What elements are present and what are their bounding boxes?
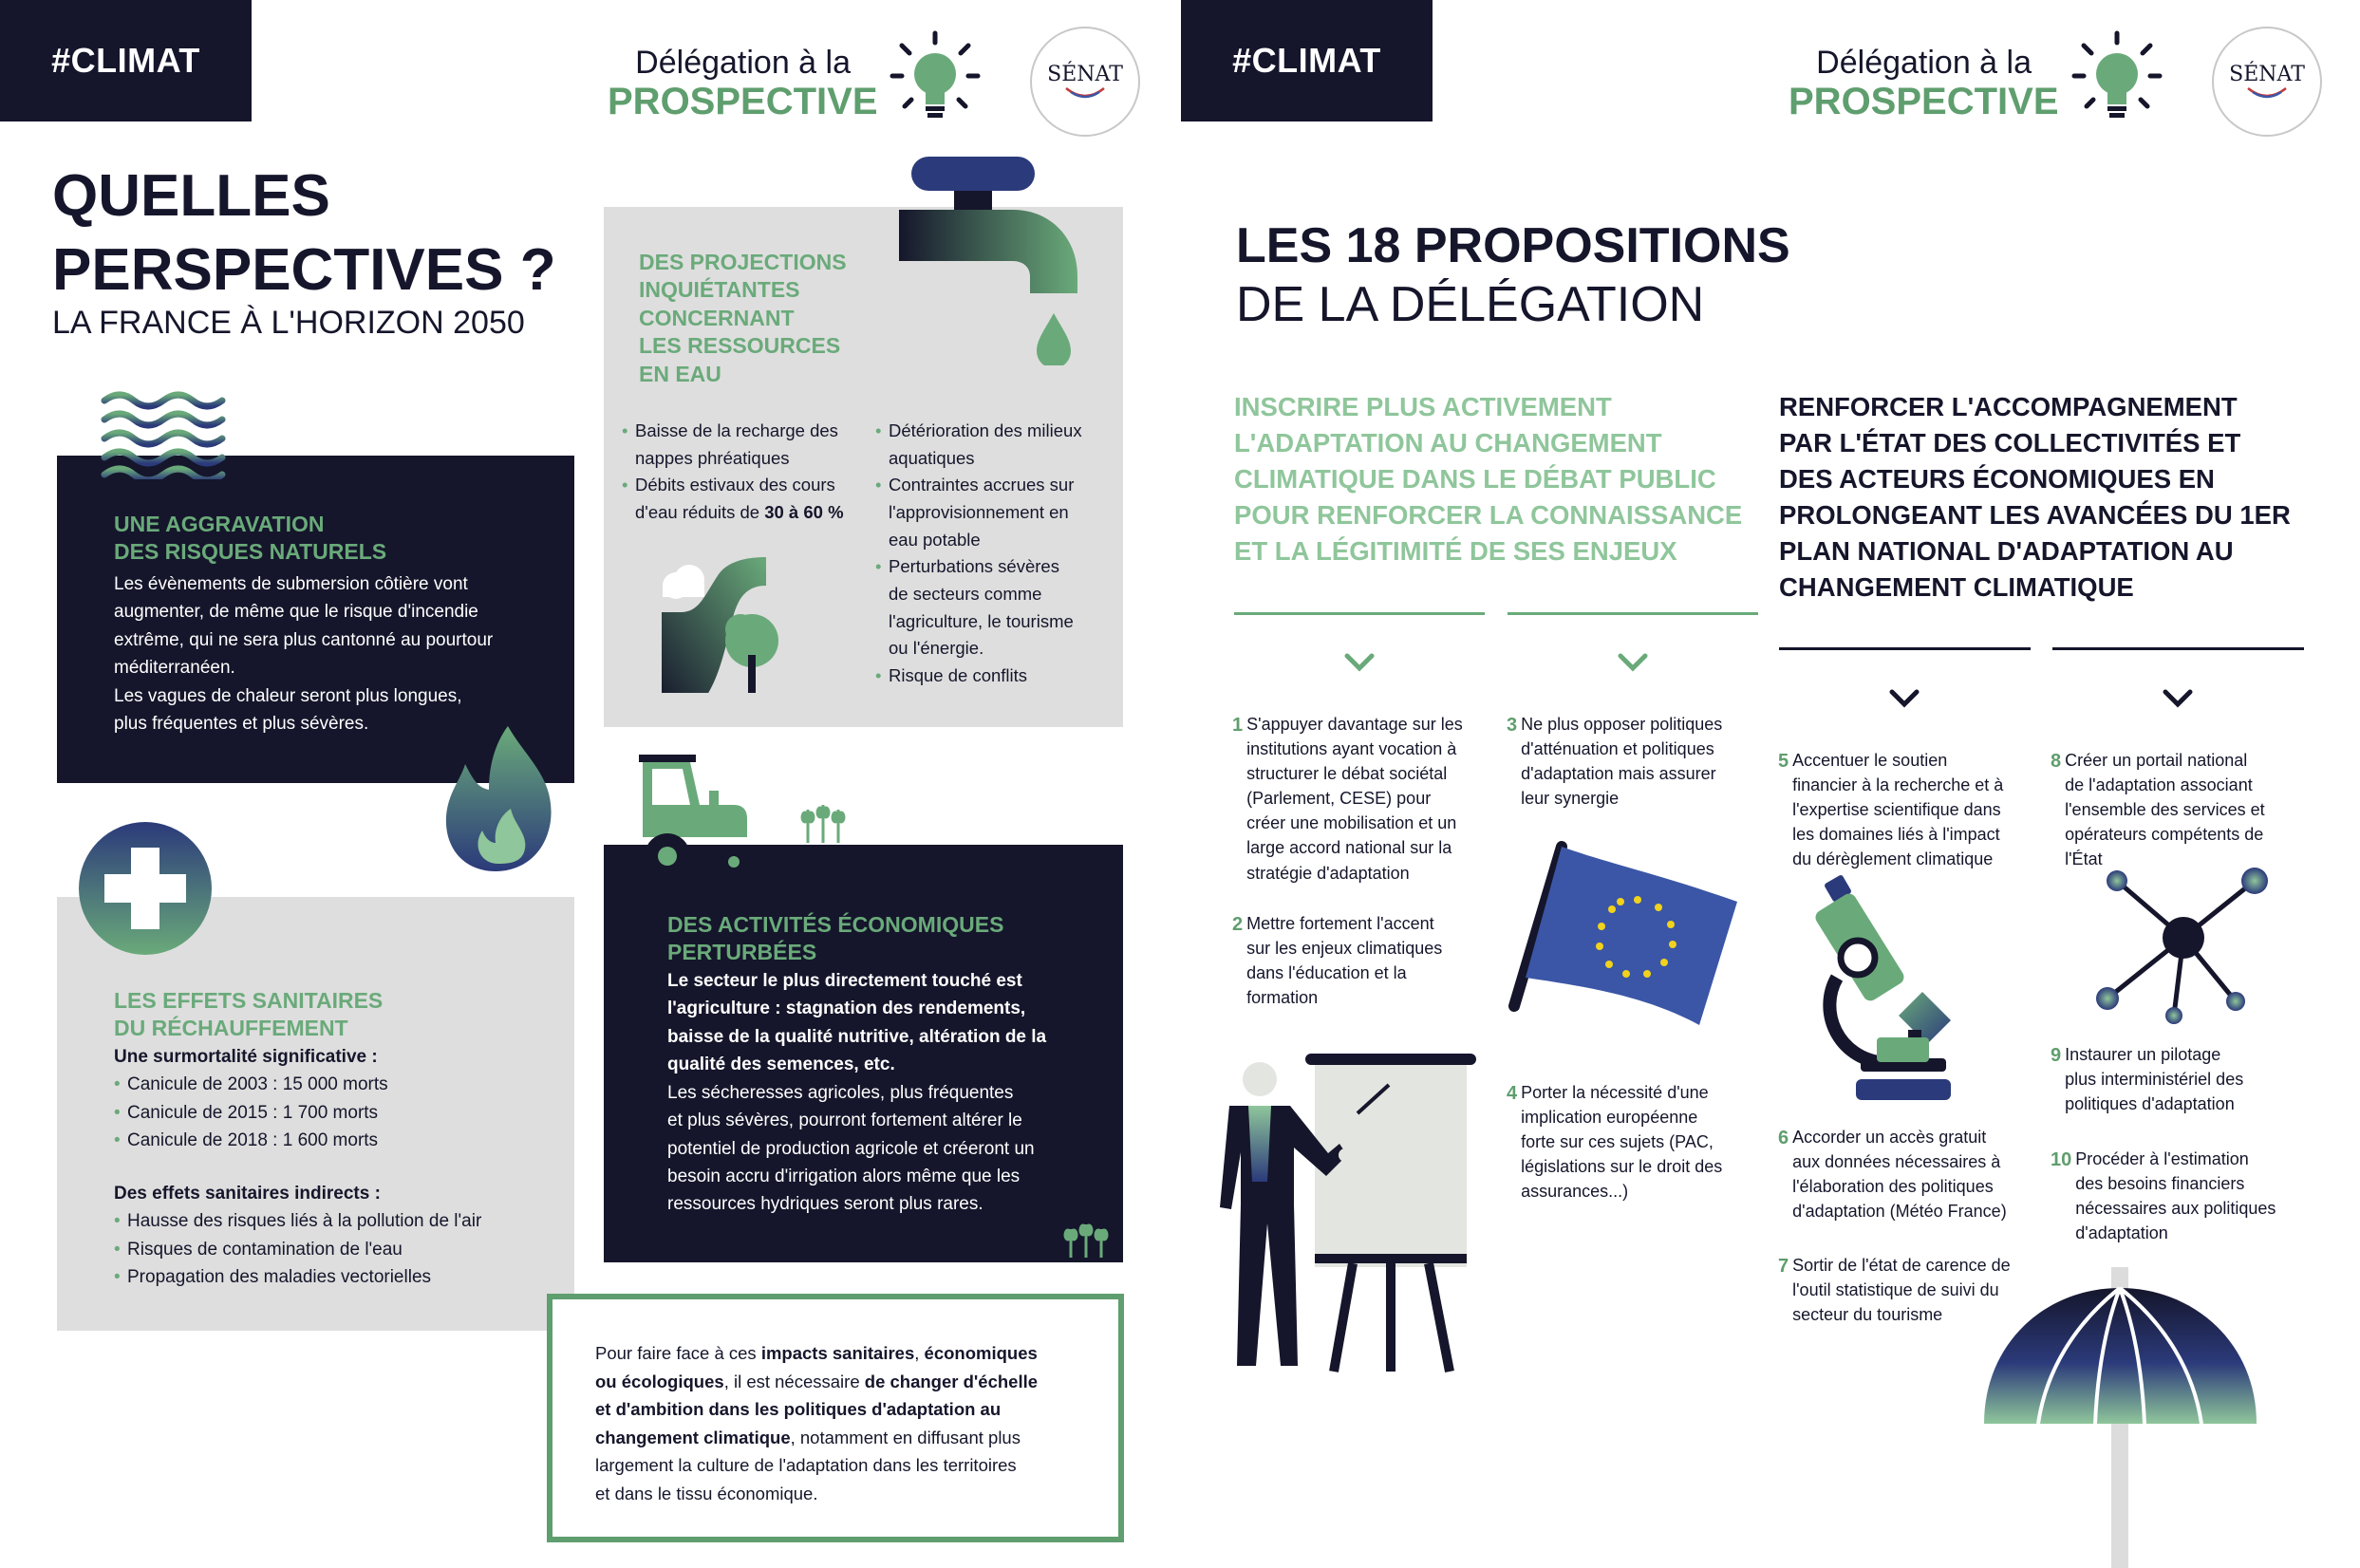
proposition-5	[1778, 748, 2034, 871]
text-line: institutions ayant vocation à	[1246, 739, 1457, 759]
eau-list-col1	[622, 418, 869, 527]
text-line: S'appuyer davantage sur les	[1246, 715, 1463, 734]
sanitaires-content	[114, 987, 560, 1291]
hashtag-badge-right	[1181, 0, 1433, 121]
list-item: • Canicule de 2003 : 15 000 morts	[114, 1071, 560, 1098]
activites-title-line2: PERTURBÉES	[667, 940, 817, 965]
text-line: l'expertise scientifique dans	[1792, 800, 2001, 820]
hashtag-badge-left	[0, 0, 252, 121]
activites-content	[667, 911, 1114, 1219]
list-item: • Canicule de 2018 : 1 600 morts	[114, 1127, 560, 1154]
text-line: Procéder à l'estimation	[2075, 1149, 2249, 1168]
text-line: les domaines liés à l'impact	[1792, 825, 2000, 845]
text-line: Accentuer le soutien	[1792, 751, 1948, 770]
text-line: leur synergie	[1521, 789, 1620, 809]
delegation-line2: PROSPECTIVE	[1789, 81, 2059, 123]
heading-line: PAR L'ÉTAT DES COLLECTIVITÉS ET	[1779, 427, 2241, 457]
text-line: formation	[1246, 988, 1319, 1008]
heading-line: DES ACTEURS ÉCONOMIQUES EN	[1779, 463, 2215, 494]
list-item	[875, 418, 1108, 472]
list-item: • Risques de contamination de l'eau	[114, 1236, 560, 1263]
text-line	[595, 1339, 1038, 1368]
text-run: impacts sanitaires	[760, 1343, 915, 1363]
divider-line	[1779, 647, 2031, 650]
proposition-10	[2051, 1147, 2307, 1245]
text-line: Instaurer un pilotage	[2065, 1045, 2221, 1064]
text-line: structurer le débat sociétal	[1246, 764, 1448, 784]
lightbulb-icon	[888, 28, 983, 123]
proposition-number: 3	[1507, 715, 1518, 736]
proposition-number: 4	[1507, 1083, 1518, 1104]
wheat-icon	[800, 800, 846, 843]
list-line: Risque de conflits	[889, 665, 1028, 686]
heading-line: INSCRIRE PLUS ACTIVEMENT	[1234, 392, 1612, 421]
list-item	[622, 472, 869, 526]
text-line: d'adaptation (Météo France)	[1792, 1202, 2007, 1222]
eau-title	[639, 249, 886, 388]
text-run: ou écologiques	[595, 1371, 724, 1391]
proposition-number: 7	[1778, 1256, 1789, 1277]
proposition-2	[1232, 911, 1484, 1010]
text-line: Créer un portail national	[2065, 751, 2248, 770]
chevron-down-icon	[1889, 689, 1920, 708]
right-page-title	[1236, 216, 1790, 335]
divider-line	[1234, 612, 1485, 615]
text-line: du dérèglement climatique	[1792, 849, 1994, 869]
seal-wave-icon	[2243, 86, 2291, 102]
text-line	[595, 1395, 1038, 1424]
eau-title-line: DES PROJECTIONS	[639, 250, 847, 274]
text-line: opérateurs compétents de	[2065, 825, 2264, 845]
proposition-number: 5	[1778, 751, 1789, 772]
subtitle: LA FRANCE À L'HORIZON 2050	[52, 305, 525, 341]
text-line: d'adaptation mais assurer	[1521, 764, 1716, 784]
conclusion-box	[547, 1294, 1124, 1542]
risques-line: Les évènements de submersion côtière vont	[114, 573, 468, 594]
text-line: aux données nécessaires à	[1792, 1152, 2001, 1172]
risques-line: plus fréquentes et plus sévères.	[114, 714, 369, 735]
text-line: des besoins financiers	[2075, 1174, 2245, 1194]
text-line: Sortir de l'état de carence de	[1792, 1256, 2011, 1275]
umbrella-icon	[1979, 1267, 2259, 1568]
text-line: Ne plus opposer politiques	[1521, 715, 1723, 734]
text-line: Accorder un accès gratuit	[1792, 1128, 1987, 1147]
proposition-9	[2051, 1042, 2307, 1116]
text-line: Mettre fortement l'accent	[1246, 914, 1434, 933]
list-item: • Propagation des maladies vectorielles	[114, 1263, 560, 1291]
surmortalite-list	[114, 1071, 560, 1154]
text-line: plus interministériel des	[2065, 1070, 2244, 1090]
list-item: • Hausse des risques liés à la pollution de l'air	[114, 1207, 560, 1235]
medical-cross-icon	[78, 821, 213, 956]
text-line: sur les enjeux climatiques	[1246, 939, 1443, 959]
left-page-title	[52, 159, 556, 342]
presenter-illustration	[1201, 1049, 1486, 1376]
text-line: d'adaptation	[2075, 1223, 2168, 1243]
text-line: Le secteur le plus directement touché est	[667, 970, 1022, 991]
senat-seal-left	[1030, 27, 1140, 137]
text-line: l'agriculture : stagnation des rendements,	[667, 999, 1026, 1019]
heading-line: PROLONGEANT LES AVANCÉES DU 1ER	[1779, 499, 2291, 530]
list-item	[875, 553, 1108, 663]
list-line: de secteurs comme	[889, 584, 1042, 605]
text-line	[595, 1368, 1038, 1396]
text-line: large accord national sur la	[1246, 838, 1452, 858]
sanitaires-title-line1: LES EFFETS SANITAIRES	[114, 988, 384, 1013]
delegation-logo-right	[1789, 45, 2059, 123]
chevron-down-icon	[1344, 653, 1375, 672]
network-icon	[2093, 864, 2274, 1025]
activites-title-line1: DES ACTIVITÉS ÉCONOMIQUES	[667, 912, 1004, 937]
seal-text: SÉNAT	[1047, 62, 1123, 86]
lightbulb-icon	[2070, 28, 2164, 123]
risques-text	[114, 570, 551, 738]
text-line: et plus sévères, pourront fortement altérer le	[667, 1111, 1022, 1131]
delegation-line1: Délégation à la	[1816, 45, 2032, 81]
text-run: , notamment en diffusant plus	[790, 1427, 1021, 1447]
text-line: forte sur ces sujets (PAC,	[1521, 1132, 1714, 1152]
proposition-number: 10	[2051, 1149, 2072, 1170]
activites-text	[667, 1079, 1114, 1219]
text-line: (Parlement, CESE) pour	[1246, 789, 1432, 809]
text-run: et d'ambition dans les politiques d'adaptation au	[595, 1399, 1002, 1420]
indirect-effects-list	[114, 1207, 560, 1291]
delegation-line2: PROSPECTIVE	[608, 81, 878, 123]
divider-line	[2052, 647, 2304, 650]
title-line2: DE LA DÉLÉGATION	[1236, 277, 1705, 333]
list-item	[622, 418, 869, 472]
list-line: Débits estivaux des cours	[635, 475, 835, 495]
text-line: Les sécheresses agricoles, plus fréquentes	[667, 1082, 1014, 1103]
heading-line: CLIMATIQUE DANS LE DÉBAT PUBLIC	[1234, 463, 1716, 494]
text-run: ,	[914, 1343, 925, 1363]
seal-wave-icon	[1061, 86, 1109, 102]
text-line: financier à la recherche et à	[1792, 775, 2004, 795]
sanitaires-title-line2: DU RÉCHAUFFEMENT	[114, 1016, 348, 1041]
senat-seal-right	[2212, 27, 2322, 137]
eau-title-line: CONCERNANT	[639, 305, 795, 330]
proposition-number: 2	[1232, 914, 1244, 935]
list-item	[875, 472, 1108, 553]
axis1-heading	[1234, 389, 1766, 569]
risques-title-line2: DES RISQUES NATURELS	[114, 539, 387, 565]
list-item: • Canicule de 2015 : 1 700 morts	[114, 1099, 560, 1127]
eau-list-col2	[875, 418, 1108, 690]
seal-text: SÉNAT	[2229, 62, 2305, 86]
text-run: changement climatique	[595, 1427, 791, 1447]
list-line: Détérioration des milieux	[889, 420, 1082, 440]
axis2-heading	[1779, 389, 2311, 606]
text-line: créer une mobilisation et un	[1246, 813, 1457, 833]
list-line: aquatiques	[889, 447, 975, 468]
list-line: l'agriculture, le tourisme	[889, 610, 1074, 631]
title-line1: QUELLES	[52, 163, 330, 229]
text-line: dans l'éducation et la	[1246, 963, 1407, 983]
delegation-line1: Délégation à la	[635, 45, 851, 81]
waves-icon	[100, 389, 228, 479]
text-run: , il est nécessaire	[723, 1371, 865, 1391]
text-line: besoin accru d'irrigation alors même que les	[667, 1166, 1021, 1186]
proposition-number: 8	[2051, 751, 2062, 772]
list-item	[875, 663, 1108, 690]
proposition-number: 9	[2051, 1045, 2062, 1066]
risques-line: extrême, qui ne sera plus cantonné au pourtour	[114, 629, 494, 650]
text-line: d'atténuation et politiques	[1521, 739, 1714, 759]
text-line: l'outil statistique de suivi du	[1792, 1280, 1999, 1300]
list-line: nappes phréatiques	[635, 447, 790, 468]
list-line: l'approvisionnement en	[889, 502, 1069, 523]
text-line: implication européenne	[1521, 1108, 1698, 1128]
text-line: nécessaires aux politiques	[2075, 1199, 2276, 1219]
microscope-icon	[1808, 868, 1975, 1106]
risques-content	[114, 511, 551, 738]
chevron-down-icon	[1618, 653, 1648, 672]
text-line: l'État	[2065, 849, 2103, 869]
risques-line: augmenter, de même que le risque d'incendie	[114, 602, 478, 623]
text-line: ressources hydriques seront plus rares.	[667, 1194, 983, 1215]
conclusion-text	[595, 1339, 1038, 1508]
text-run: Pour faire face à ces	[595, 1343, 761, 1363]
heading-line: ET LA LÉGITIMITÉ DE SES ENJEUX	[1234, 535, 1677, 566]
text-line: de l'adaptation associant	[2065, 775, 2253, 795]
title-line2: PERSPECTIVES ?	[52, 236, 556, 303]
list-line: Baisse de la recharge des	[635, 420, 838, 440]
text-line: stratégie d'adaptation	[1246, 863, 1410, 883]
text-line: assurances...)	[1521, 1182, 1629, 1202]
eu-flag-icon	[1505, 835, 1742, 1025]
percent-range: 30 à 60 %	[764, 502, 844, 523]
drought-tree-icon	[657, 555, 799, 693]
risques-title-line1: UNE AGGRAVATION	[114, 512, 325, 536]
list-line: Perturbations sévères	[889, 556, 1059, 577]
text-line: secteur du tourisme	[1792, 1305, 1943, 1325]
text-line: l'ensemble des services et	[2065, 800, 2265, 820]
proposition-1	[1232, 712, 1484, 886]
risques-line: Les vagues de chaleur seront plus longues,	[114, 685, 462, 706]
fire-icon	[437, 721, 560, 873]
proposition-8	[2051, 748, 2307, 871]
heading-line: PLAN NATIONAL D'ADAPTATION AU	[1779, 535, 2234, 566]
proposition-4	[1507, 1080, 1758, 1204]
eau-title-line: EN EAU	[639, 361, 721, 386]
heading-line: CHANGEMENT CLIMATIQUE	[1779, 571, 2134, 602]
title-line1: LES 18 PROPOSITIONS	[1236, 218, 1790, 273]
activites-bold-text	[667, 967, 1114, 1079]
proposition-number: 1	[1232, 715, 1244, 736]
divider-line	[1508, 612, 1758, 615]
list-line: d'eau réduits de	[635, 502, 765, 523]
text-line: Porter la nécessité d'une	[1521, 1083, 1709, 1102]
risques-line: méditerranéen.	[114, 658, 235, 679]
text-line	[595, 1424, 1038, 1452]
proposition-3	[1507, 712, 1758, 811]
sanitaires-subheading-2: Des effets sanitaires indirects :	[114, 1183, 381, 1204]
hashtag-text: #CLIMAT	[51, 41, 200, 80]
text-run: de changer d'échelle	[864, 1371, 1039, 1391]
eau-title-line: LES RESSOURCES	[639, 333, 841, 359]
delegation-logo-left	[608, 45, 878, 123]
proposition-number: 6	[1778, 1128, 1789, 1148]
list-line: eau potable	[889, 529, 981, 550]
text-run: économiques	[924, 1343, 1038, 1363]
water-tap-icon	[897, 157, 1087, 365]
text-line: législations sur le droit des	[1521, 1157, 1723, 1177]
eau-title-line: INQUIÉTANTES	[639, 277, 800, 303]
text-line: politiques d'adaptation	[2065, 1094, 2235, 1114]
text-line: largement la culture de l'adaptation dans les territoires	[595, 1455, 1017, 1476]
hashtag-text: #CLIMAT	[1232, 41, 1381, 80]
text-line: potentiel de production agricole et créeront un	[667, 1138, 1035, 1159]
heading-line: L'ADAPTATION AU CHANGEMENT	[1234, 427, 1662, 457]
text-line: et dans le tissu économique.	[595, 1483, 818, 1503]
proposition-6	[1778, 1125, 2034, 1223]
heading-line: RENFORCER L'ACCOMPAGNEMENT	[1779, 392, 2238, 421]
sanitaires-subheading-1: Une surmortalité significative :	[114, 1046, 378, 1067]
list-line: ou l'énergie.	[889, 638, 984, 659]
wheat-icon	[1063, 1220, 1109, 1258]
heading-line: POUR RENFORCER LA CONNAISSANCE	[1234, 499, 1743, 530]
text-line: qualité des semences, etc.	[667, 1055, 895, 1075]
text-line: baisse de la qualité nutritive, altération de la	[667, 1026, 1047, 1047]
text-line: l'élaboration des politiques	[1792, 1177, 1994, 1197]
chevron-down-icon	[2163, 689, 2193, 708]
list-line: Contraintes accrues sur	[889, 475, 1075, 495]
tractor-icon	[631, 750, 764, 883]
